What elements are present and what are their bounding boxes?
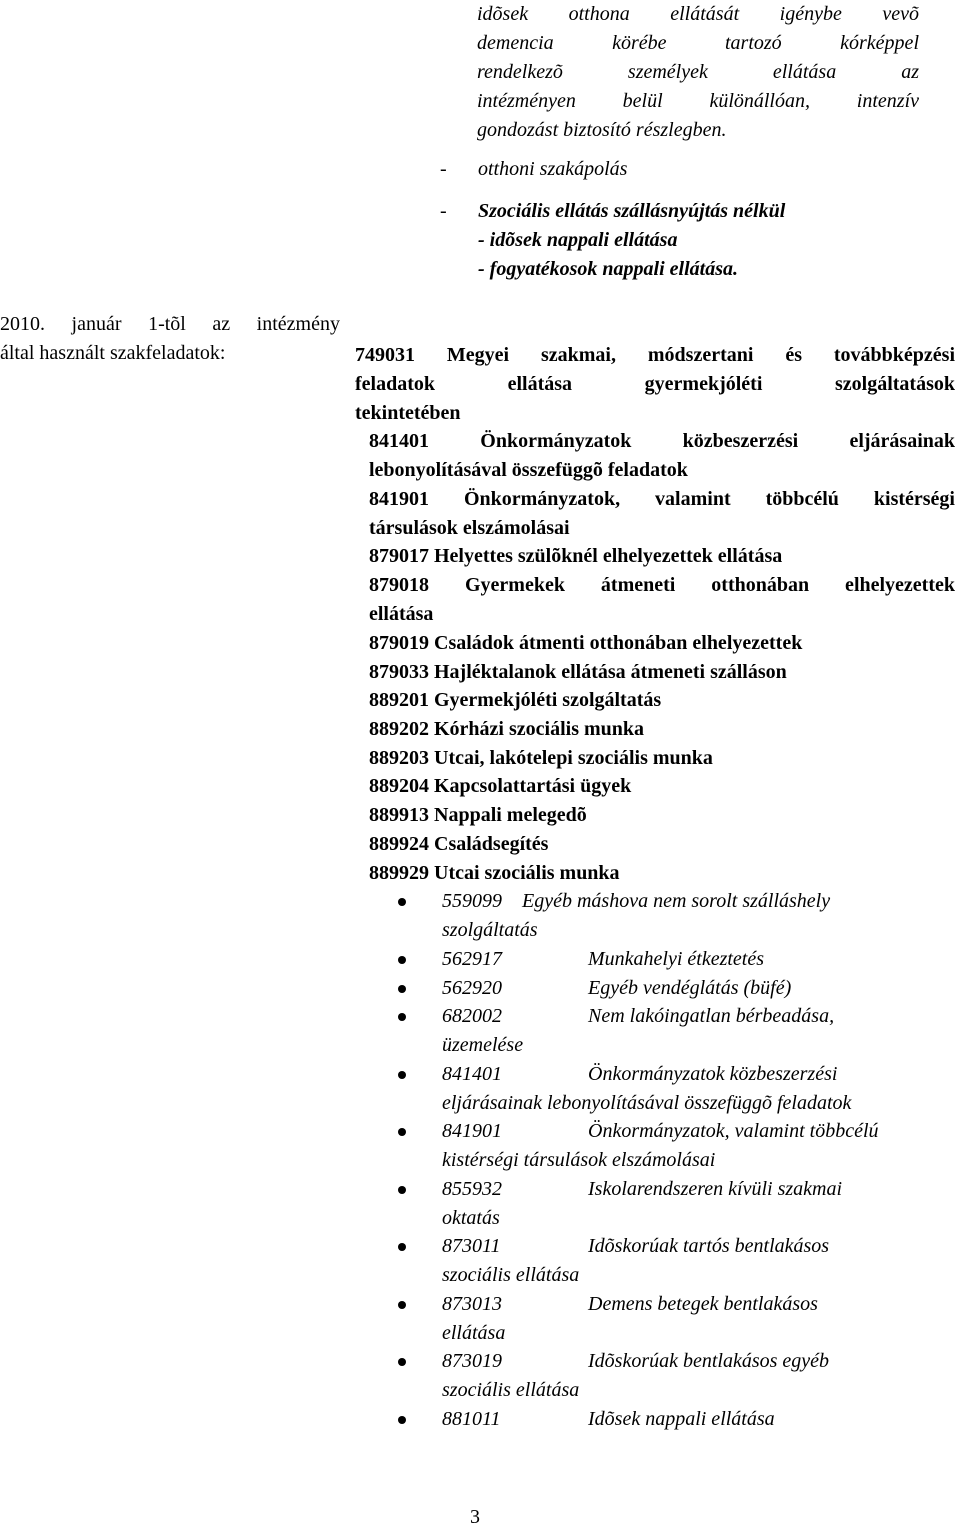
continued-paragraph [477,0,919,145]
item-code: 879033 [369,661,429,683]
list-item [369,629,955,658]
item-code: 889924 [369,833,429,855]
paragraph-line: intézményen belül különállóan, intenzív [477,90,919,112]
item-text: Családsegítés [434,833,549,855]
list-item [369,542,955,571]
list-item [369,801,955,830]
list-item [369,744,955,773]
list-item-continuation: tekintetében [355,402,461,424]
item-code: 873011 [442,1235,501,1257]
item-code: 879018 [369,574,429,596]
bullet-icon [398,985,406,993]
sub-item-disabled-day-care: - fogyatékosok nappali ellátása. [478,258,738,280]
item-code: 881011 [442,1408,501,1430]
paragraph-line: idõsek otthona ellátását igénybe vevõ [477,3,919,25]
dash-item-text: Szociális ellátás szállásnyújtás nélkül [478,200,786,222]
paragraph-line: demencia körébe tartozó kórképpel [477,32,919,54]
item-text: Munkahelyi étkeztetés [588,948,765,970]
item-text: Helyettes szülõknél elhelyezettek ellátása [434,545,783,567]
bullet-icon [398,1186,406,1194]
item-text: Kórházi szociális munka [434,718,645,740]
list-item [369,715,955,744]
label-line: 2010. január 1-tõl az intézmény [0,313,340,335]
list-item [369,658,955,687]
bullet-icon [398,1243,406,1251]
item-code: 841901 [442,1120,502,1142]
label-line: által használt szakfeladatok: [0,342,226,364]
list-item [369,571,955,600]
item-text: Iskolarendszeren kívüli szakmai [588,1178,843,1200]
bullet-icon [398,1358,406,1366]
item-code: 841401 [442,1063,502,1085]
item-text: Utcai, lakótelepi szociális munka [434,747,713,769]
dash-item-text: otthoni szakápolás [478,158,628,180]
list-item [355,341,955,370]
item-code: 682002 [442,1005,502,1027]
item-text: Nappali melegedõ [434,804,587,826]
section-label [0,310,340,368]
item-text-continuation: szolgáltatás [442,919,538,941]
item-code: 873013 [442,1293,502,1315]
list-item [369,772,955,801]
item-text: Nem lakóingatlan bérbeadása, [588,1005,835,1027]
item-code: 889929 [369,862,429,884]
item-text: Önkormányzatok, valamint többcélú kistérségi [463,488,955,510]
list-item [369,427,955,456]
item-code: 562920 [442,977,502,999]
item-code: 749031 [355,344,415,366]
item-text: Idõskorúak tartós bentlakásos [588,1235,830,1257]
item-code: 562917 [442,948,502,970]
list-item [369,485,955,514]
bullet-icon [398,1013,406,1021]
item-text-continuation: oktatás [442,1207,500,1229]
item-code: 889204 [369,775,429,797]
bullet-icon [398,1071,406,1079]
item-code: 855932 [442,1178,502,1200]
bullet-icon [398,1128,406,1136]
item-text: Önkormányzatok közbeszerzési [588,1063,838,1085]
item-text-continuation: kistérségi társulások elszámolásai [442,1149,716,1171]
dash-marker: - [440,158,447,180]
item-code: 841901 [369,488,429,510]
item-text: Demens betegek bentlakásos [588,1293,818,1315]
item-text: Egyéb vendéglátás (büfé) [588,977,792,999]
item-code: 873019 [442,1350,502,1372]
bullet-icon [398,956,406,964]
dash-marker: - [440,200,447,222]
list-item-continuation: lebonyolításával összefüggõ feladatok [369,459,688,481]
item-code: 559099 [442,890,502,912]
item-text-continuation: eljárásainak lebonyolításával összefüggõ feladatok [442,1092,852,1114]
item-code: 841401 [369,430,429,452]
item-text: Egyéb máshova nem sorolt szálláshely [522,890,831,912]
paragraph-line: rendelkezõ személyek ellátása az [477,61,919,83]
sub-item-elderly-day-care: - idõsek nappali ellátása [478,229,678,251]
bullet-icon [398,1416,406,1424]
item-text: Idõsek nappali ellátása [588,1408,775,1430]
item-text: Gyermekjóléti szolgáltatás [434,689,662,711]
item-text: Megyei szakmai, módszertani és továbbképzési [446,344,956,366]
item-text-continuation: üzemelése [442,1034,524,1056]
list-item-continuation: ellátása [369,603,434,625]
item-code: 879019 [369,632,429,654]
list-item-continuation: társulások elszámolásai [369,517,570,539]
item-text: Hajléktalanok ellátása átmeneti szálláson [434,661,787,683]
item-text: Családok átmenti otthonában elhelyezettek [434,632,803,654]
item-text: Önkormányzatok közbeszerzési eljárásainak [480,430,956,452]
page-number: 3 [470,1506,480,1528]
item-code: 889203 [369,747,429,769]
list-item [369,859,955,888]
item-text: Utcai szociális munka [434,862,620,884]
item-text-continuation: szociális ellátása [442,1379,580,1401]
item-text: Idõskorúak bentlakásos egyéb [588,1350,830,1372]
list-item [369,830,955,859]
item-text-continuation: szociális ellátása [442,1264,580,1286]
bullet-icon [398,898,406,906]
bullet-icon [398,1301,406,1309]
item-code: 889201 [369,689,429,711]
item-code: 889913 [369,804,429,826]
paragraph-line: gondozást biztosító részlegben. [477,119,727,141]
item-text: Önkormányzatok, valamint többcélú [588,1120,879,1142]
list-item [369,686,955,715]
list-item-continuation: feladatok ellátása gyermekjóléti szolgáltatások [355,373,955,395]
item-code: 889202 [369,718,429,740]
item-code: 879017 [369,545,429,567]
item-text-continuation: ellátása [442,1322,506,1344]
item-text: Gyermekek átmeneti otthonában elhelyezettek [464,574,956,596]
item-text: Kapcsolattartási ügyek [434,775,632,797]
